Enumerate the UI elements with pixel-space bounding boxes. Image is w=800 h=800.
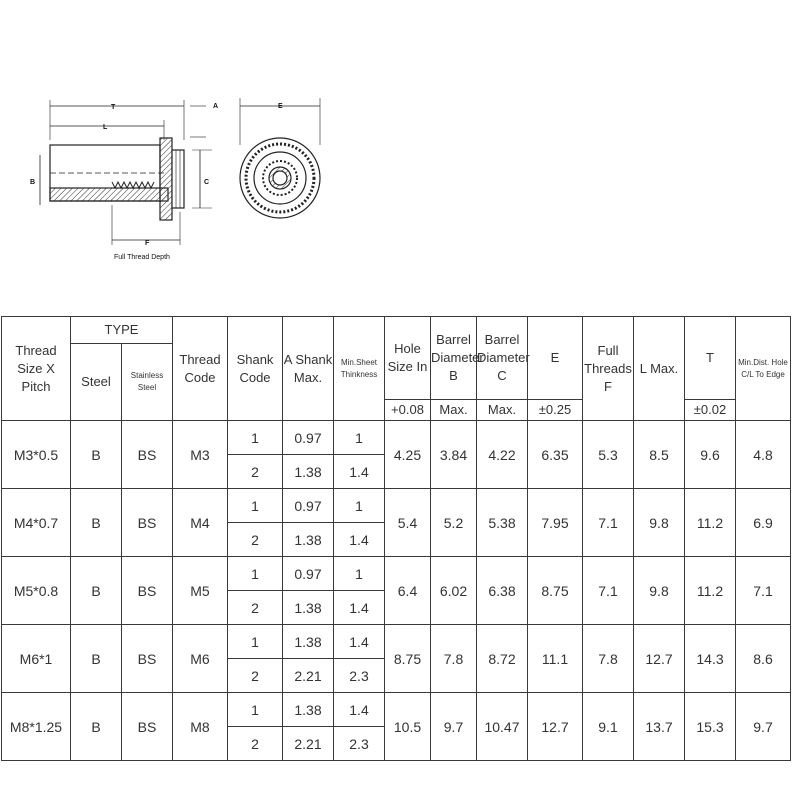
table-row xyxy=(2,625,791,659)
shank-a-cell: 2.21 xyxy=(283,659,334,693)
header-shank-code: Shank Code xyxy=(228,317,283,421)
steel-type-cell: B xyxy=(71,625,122,693)
full-threads-cell: 7.1 xyxy=(583,557,634,625)
full-thread-depth-caption: Full Thread Depth xyxy=(114,254,170,261)
spec-table xyxy=(1,316,791,761)
thread-code-cell: M8 xyxy=(173,693,228,761)
header-barrel-c-max: Max. xyxy=(477,400,528,421)
steel-type-cell: B xyxy=(71,557,122,625)
thread-code-cell: M4 xyxy=(173,489,228,557)
thread-size-cell: M4*0.7 xyxy=(2,489,71,557)
hole-size-cell: 4.25 xyxy=(385,421,431,489)
barrel-b-cell: 6.02 xyxy=(431,557,477,625)
l-max-cell: 8.5 xyxy=(634,421,685,489)
min-sheet-cell: 1 xyxy=(334,557,385,591)
shank-code-cell: 2 xyxy=(228,523,283,557)
header-barrel-c: Barrel Diameter C xyxy=(477,317,528,400)
header-hole-size: Hole Size In xyxy=(385,317,431,400)
dim-a-label: A xyxy=(213,103,219,110)
shank-a-cell: 1.38 xyxy=(283,455,334,489)
min-dist-cell: 4.8 xyxy=(736,421,791,489)
shank-a-cell: 0.97 xyxy=(283,557,334,591)
t-cell: 11.2 xyxy=(685,557,736,625)
shank-a-cell: 1.38 xyxy=(283,523,334,557)
full-threads-cell: 7.8 xyxy=(583,625,634,693)
dim-b-label: B xyxy=(30,179,36,186)
header-type: TYPE xyxy=(71,317,173,344)
e-cell: 8.75 xyxy=(528,557,583,625)
e-cell: 7.95 xyxy=(528,489,583,557)
barrel-b-cell: 5.2 xyxy=(431,489,477,557)
barrel-c-cell: 8.72 xyxy=(477,625,528,693)
table-row xyxy=(2,489,791,523)
header-e-tolerance: ±0.25 xyxy=(528,400,583,421)
l-max-cell: 13.7 xyxy=(634,693,685,761)
barrel-c-cell: 6.38 xyxy=(477,557,528,625)
steel-type-cell: B xyxy=(71,489,122,557)
side-view xyxy=(40,100,212,245)
thread-size-cell: M3*0.5 xyxy=(2,421,71,489)
stainless-type-cell: BS xyxy=(122,625,173,693)
t-cell: 11.2 xyxy=(685,489,736,557)
header-a-shank: A Shank Max. xyxy=(283,317,334,421)
barrel-b-cell: 9.7 xyxy=(431,693,477,761)
header-hole-tolerance: +0.08 xyxy=(385,400,431,421)
shank-code-cell: 1 xyxy=(228,557,283,591)
dim-f-label: F xyxy=(145,240,150,247)
header-min-sheet: Min.Sheet Thinkness xyxy=(334,317,385,421)
dim-c-label: C xyxy=(204,179,210,186)
header-thread-code: Thread Code xyxy=(173,317,228,421)
header-min-dist: Min.Dist. Hole C/L To Edge xyxy=(736,317,791,421)
header-barrel-b: Barrel Diameter B xyxy=(431,317,477,400)
shank-code-cell: 2 xyxy=(228,591,283,625)
header-t: T xyxy=(685,317,736,400)
full-threads-cell: 5.3 xyxy=(583,421,634,489)
table-row xyxy=(2,693,791,727)
barrel-c-cell: 5.38 xyxy=(477,489,528,557)
spec-table-body xyxy=(2,421,791,761)
min-dist-cell: 8.6 xyxy=(736,625,791,693)
shank-code-cell: 1 xyxy=(228,625,283,659)
full-threads-cell: 7.1 xyxy=(583,489,634,557)
shank-a-cell: 2.21 xyxy=(283,727,334,761)
shank-code-cell: 2 xyxy=(228,659,283,693)
e-cell: 11.1 xyxy=(528,625,583,693)
shank-code-cell: 2 xyxy=(228,727,283,761)
min-dist-cell: 7.1 xyxy=(736,557,791,625)
header-steel: Steel xyxy=(71,344,122,421)
min-sheet-cell: 1.4 xyxy=(334,455,385,489)
dim-e-label: E xyxy=(278,103,283,110)
shank-a-cell: 1.38 xyxy=(283,591,334,625)
shank-a-cell: 0.97 xyxy=(283,421,334,455)
hole-size-cell: 5.4 xyxy=(385,489,431,557)
steel-type-cell: B xyxy=(71,693,122,761)
header-full-threads: Full Threads F xyxy=(583,317,634,421)
table-row xyxy=(2,557,791,591)
l-max-cell: 12.7 xyxy=(634,625,685,693)
e-cell: 12.7 xyxy=(528,693,583,761)
header-e: E xyxy=(528,317,583,400)
thread-code-cell: M6 xyxy=(173,625,228,693)
shank-code-cell: 1 xyxy=(228,693,283,727)
thread-size-cell: M6*1 xyxy=(2,625,71,693)
e-cell: 6.35 xyxy=(528,421,583,489)
t-cell: 15.3 xyxy=(685,693,736,761)
min-sheet-cell: 1.4 xyxy=(334,625,385,659)
shank-code-cell: 1 xyxy=(228,489,283,523)
table-row xyxy=(2,421,791,455)
min-sheet-cell: 2.3 xyxy=(334,727,385,761)
hole-size-cell: 10.5 xyxy=(385,693,431,761)
min-dist-cell: 9.7 xyxy=(736,693,791,761)
min-dist-cell: 6.9 xyxy=(736,489,791,557)
stainless-type-cell: BS xyxy=(122,693,173,761)
t-cell: 14.3 xyxy=(685,625,736,693)
header-l-max: L Max. xyxy=(634,317,685,421)
min-sheet-cell: 1.4 xyxy=(334,693,385,727)
barrel-b-cell: 3.84 xyxy=(431,421,477,489)
thread-code-cell: M5 xyxy=(173,557,228,625)
stainless-type-cell: BS xyxy=(122,421,173,489)
barrel-c-cell: 10.47 xyxy=(477,693,528,761)
header-stainless: Stainless Steel xyxy=(122,344,173,421)
thread-size-cell: M8*1.25 xyxy=(2,693,71,761)
l-max-cell: 9.8 xyxy=(634,557,685,625)
dim-l-label: L xyxy=(103,124,108,131)
shank-code-cell: 2 xyxy=(228,455,283,489)
full-threads-cell: 9.1 xyxy=(583,693,634,761)
stainless-type-cell: BS xyxy=(122,489,173,557)
header-t-tolerance: ±0.02 xyxy=(685,400,736,421)
header-thread-size: Thread Size X Pitch xyxy=(2,317,71,421)
shank-a-cell: 0.97 xyxy=(283,489,334,523)
min-sheet-cell: 1.4 xyxy=(334,523,385,557)
min-sheet-cell: 1.4 xyxy=(334,591,385,625)
min-sheet-cell: 2.3 xyxy=(334,659,385,693)
min-sheet-cell: 1 xyxy=(334,489,385,523)
l-max-cell: 9.8 xyxy=(634,489,685,557)
dim-t-label: T xyxy=(111,104,116,111)
shank-a-cell: 1.38 xyxy=(283,625,334,659)
end-view xyxy=(240,98,320,218)
shank-code-cell: 1 xyxy=(228,421,283,455)
t-cell: 9.6 xyxy=(685,421,736,489)
shank-a-cell: 1.38 xyxy=(283,693,334,727)
min-sheet-cell: 1 xyxy=(334,421,385,455)
barrel-b-cell: 7.8 xyxy=(431,625,477,693)
hole-size-cell: 8.75 xyxy=(385,625,431,693)
thread-code-cell: M3 xyxy=(173,421,228,489)
stainless-type-cell: BS xyxy=(122,557,173,625)
thread-size-cell: M5*0.8 xyxy=(2,557,71,625)
header-barrel-b-max: Max. xyxy=(431,400,477,421)
fastener-drawing xyxy=(0,0,800,300)
hole-size-cell: 6.4 xyxy=(385,557,431,625)
barrel-c-cell: 4.22 xyxy=(477,421,528,489)
steel-type-cell: B xyxy=(71,421,122,489)
